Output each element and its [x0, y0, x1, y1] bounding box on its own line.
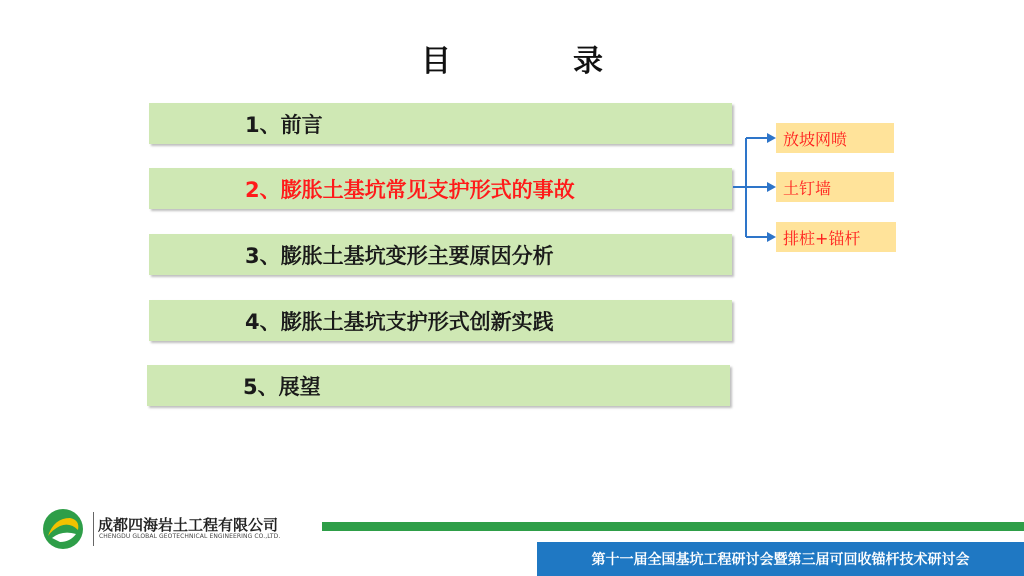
company-name-en: CHENGDU GLOBAL GEOTECHNICAL ENGINEERING CO.,LTD. [99, 533, 281, 540]
menu-item-label: 4、膨胀土基坑支护形式创新实践 [245, 309, 554, 334]
company-name-cn: 成都四海岩土工程有限公司 [98, 516, 279, 534]
side-item-1[interactable] [776, 123, 894, 153]
menu-item-label: 3、膨胀土基坑变形主要原因分析 [245, 243, 554, 268]
side-item-label: 放坡网喷 [783, 129, 848, 149]
arrow-head-2 [767, 182, 776, 192]
menu-item-label: 2、膨胀土基坑常见支护形式的事故 [245, 177, 575, 202]
side-item-2[interactable] [776, 172, 894, 202]
footer-banner: 第十一届全国基坑工程研讨会暨第三届可回收锚杆技术研讨会 [537, 542, 1024, 576]
arrow-head-1 [767, 133, 776, 143]
logo-divider [93, 512, 94, 546]
page-title: 目 录 [421, 44, 649, 79]
footer-green-line [322, 522, 1024, 531]
side-item-3[interactable] [776, 222, 896, 252]
side-item-label: 土钉墙 [783, 178, 832, 198]
company-logo-icon [40, 508, 86, 550]
side-item-label: 排桩+锚杆 [783, 228, 861, 248]
menu-item-label: 5、展望 [243, 374, 321, 399]
menu-item-label: 1、前言 [245, 112, 323, 137]
arrow-head-3 [767, 232, 776, 242]
